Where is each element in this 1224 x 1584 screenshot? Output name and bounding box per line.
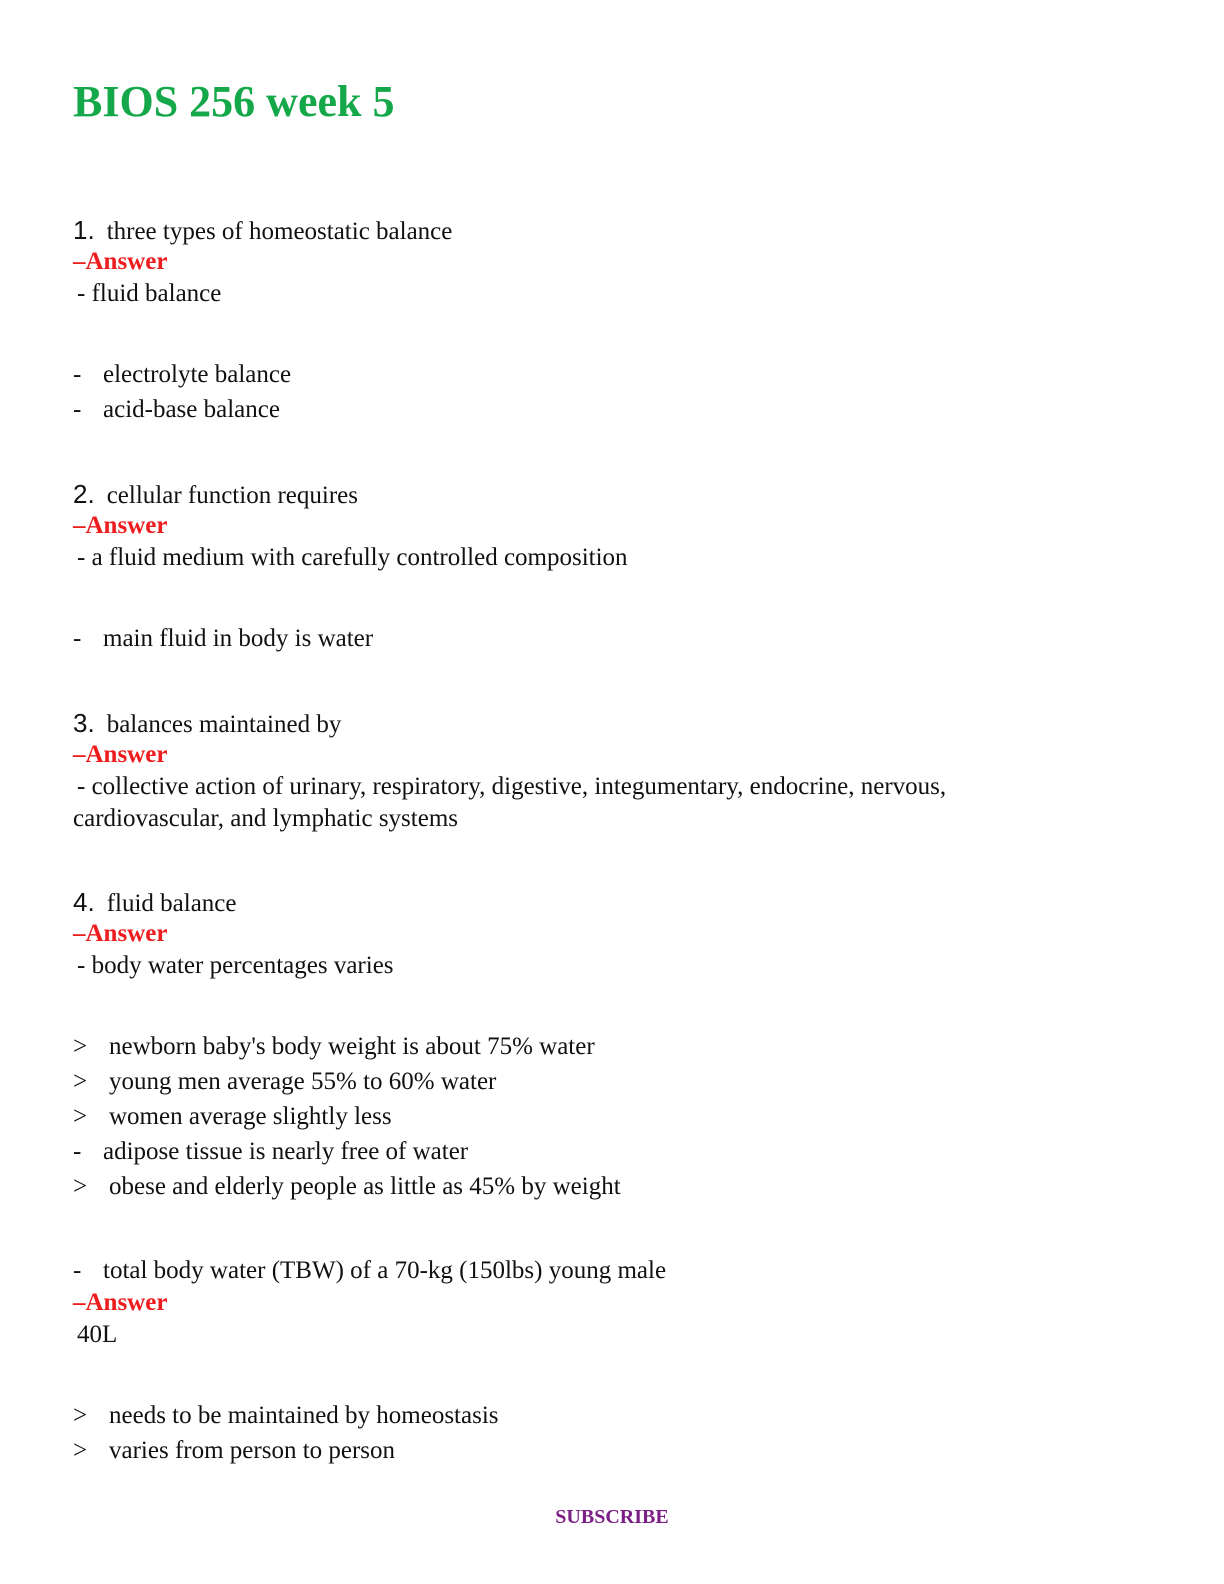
answer-text: - body water percentages varies [77, 952, 394, 979]
bullet-marker: > [73, 1103, 88, 1130]
answer-text: - a fluid medium with carefully controlled composition [77, 544, 628, 571]
bullet-marker: > [73, 1173, 88, 1200]
answer-text: 40L [77, 1321, 118, 1348]
bullet-marker: - [73, 361, 82, 388]
question-5 [73, 1255, 666, 1287]
bullet-item [73, 1031, 595, 1063]
bullet-text: main fluid in body is water [103, 625, 374, 652]
subscribe-link[interactable]: SUBSCRIBE [555, 1506, 669, 1528]
answer-label: –Answer [73, 920, 168, 947]
bullet-item [73, 359, 291, 391]
question-text: total body water (TBW) of a 70-kg (150lbs) young male [103, 1257, 667, 1284]
bullet-marker: > [73, 1068, 88, 1095]
question-3 [73, 707, 341, 741]
bullet-marker: > [73, 1402, 88, 1429]
bullet-text: needs to be maintained by homeostasis [109, 1402, 499, 1429]
answer-text: - fluid balance [77, 280, 222, 307]
bullet-marker: - [73, 396, 82, 423]
bullet-text: adipose tissue is nearly free of water [103, 1138, 469, 1165]
answer-label: –Answer [73, 512, 168, 539]
bullet-item [73, 1400, 499, 1432]
bullet-text: women average slightly less [109, 1103, 392, 1130]
question-text: three types of homeostatic balance [106, 218, 453, 245]
answer-label: –Answer [73, 1289, 168, 1316]
bullet-text: young men average 55% to 60% water [109, 1068, 497, 1095]
answer-text: - collective action of urinary, respiratory, digestive, integumentary, endocrine, nervous, cardiovascular, and lymphatic systems [73, 773, 947, 832]
bullet-item [73, 394, 280, 426]
bullet-item [73, 623, 373, 655]
question-text: fluid balance [106, 890, 237, 917]
question-2 [73, 478, 358, 512]
bullet-item [73, 1435, 395, 1467]
question-number: 4. [73, 887, 95, 917]
bullet-marker: - [73, 625, 82, 652]
question-4 [73, 886, 237, 920]
answer-label: –Answer [73, 248, 168, 275]
bullet-item [73, 1171, 621, 1203]
bullet-marker: > [73, 1033, 88, 1060]
bullet-text: electrolyte balance [103, 361, 292, 388]
document-title: BIOS 256 week 5 [73, 77, 395, 126]
question-text: balances maintained by [106, 711, 342, 738]
question-number: 1. [73, 215, 95, 245]
bullet-text: obese and elderly people as little as 45% by weight [109, 1173, 621, 1200]
bullet-item [73, 1136, 468, 1168]
question-text: cellular function requires [106, 482, 358, 509]
answer-label: –Answer [73, 741, 168, 768]
bullet-text: acid-base balance [103, 396, 280, 423]
question-number: 2. [73, 479, 95, 509]
bullet-item [73, 1101, 392, 1133]
question-number: 3. [73, 708, 95, 738]
bullet-text: newborn baby's body weight is about 75% water [109, 1033, 595, 1060]
bullet-text: varies from person to person [109, 1437, 396, 1464]
bullet-marker: > [73, 1437, 88, 1464]
bullet-marker: - [73, 1257, 82, 1284]
question-1 [73, 214, 452, 248]
bullet-item [73, 1066, 496, 1098]
bullet-marker: - [73, 1138, 82, 1165]
